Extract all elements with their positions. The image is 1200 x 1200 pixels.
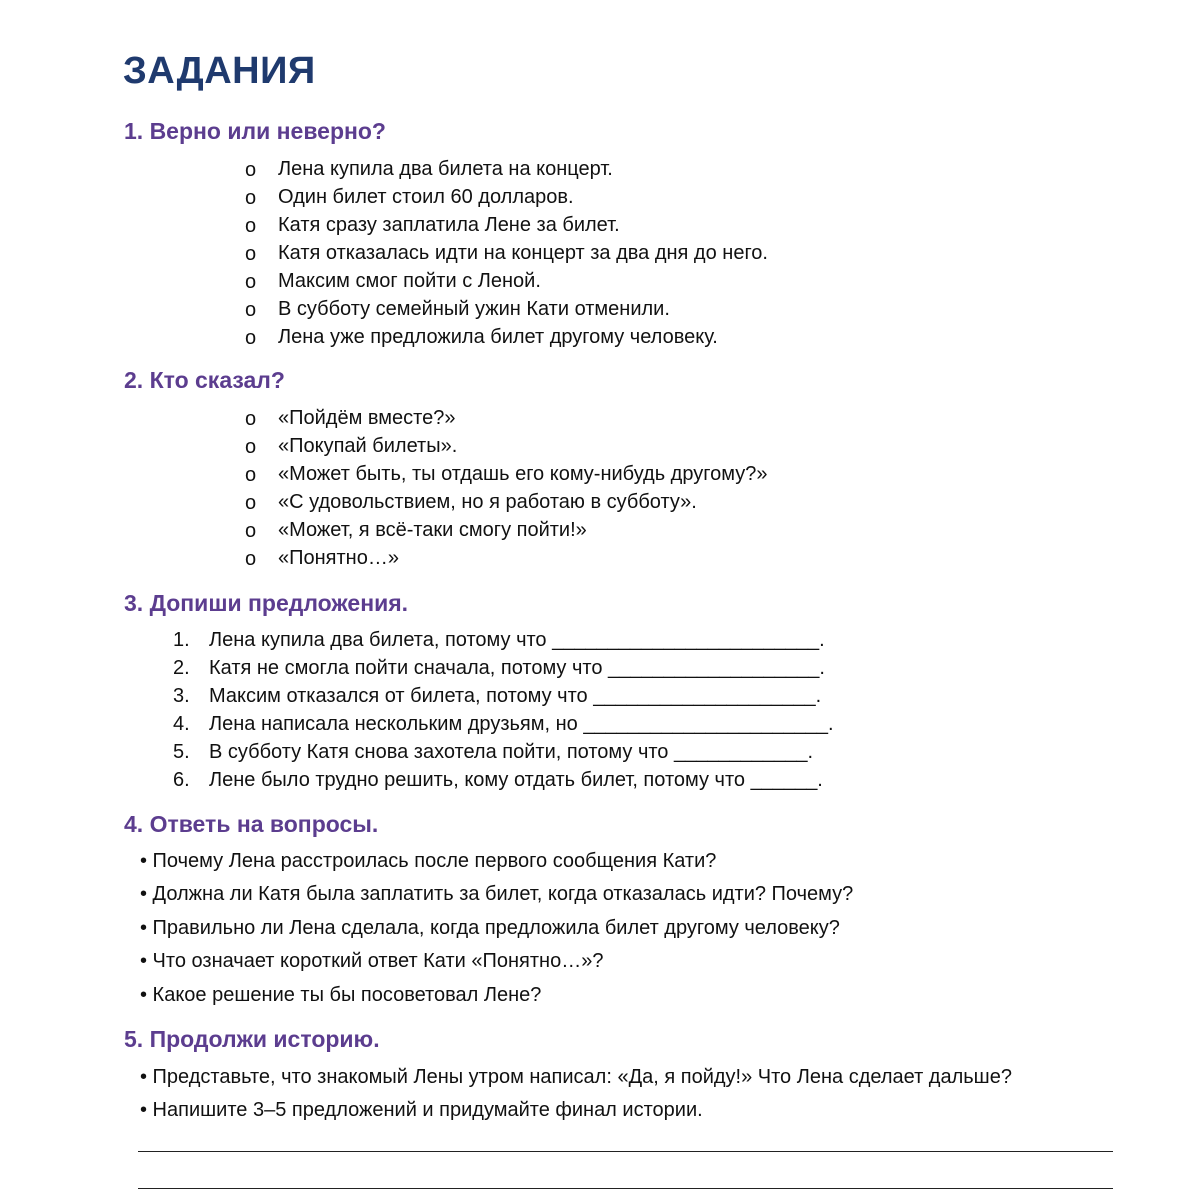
list-bullet: o: [245, 243, 257, 265]
question-item: • Какое решение ты бы посоветовал Лене?: [140, 984, 542, 1006]
list-bullet: o: [245, 436, 257, 458]
list-bullet: o: [245, 408, 257, 430]
list-bullet: o: [245, 271, 257, 293]
quote-item: «Может быть, ты отдашь его кому-нибудь другому?»: [278, 463, 768, 485]
true-false-item: Лена купила два билета на концерт.: [278, 158, 613, 180]
list-bullet: o: [245, 520, 257, 542]
item-number: 3.: [173, 685, 190, 707]
answer-write-line[interactable]: [138, 1151, 1113, 1152]
item-number: 2.: [173, 657, 190, 679]
item-number: 4.: [173, 713, 190, 735]
quote-item: «Покупай билеты».: [278, 435, 458, 457]
fill-in-sentence: Максим отказался от билета, потому что ____________________.: [209, 685, 822, 707]
section-4-heading: 4. Ответь на вопросы.: [124, 811, 379, 837]
fill-in-sentence: Катя не смогла пойти сначала, потому что ___________________.: [209, 657, 825, 679]
item-number: 1.: [173, 629, 190, 651]
quote-item: «С удовольствием, но я работаю в субботу».: [278, 491, 697, 513]
list-bullet: o: [245, 464, 257, 486]
item-number: 6.: [173, 769, 190, 791]
fill-in-sentence: В субботу Катя снова захотела пойти, потому что ____________.: [209, 741, 814, 763]
list-bullet: o: [245, 299, 257, 321]
list-bullet: o: [245, 327, 257, 349]
true-false-item: В субботу семейный ужин Кати отменили.: [278, 298, 670, 320]
section-3-heading: 3. Допиши предложения.: [124, 590, 409, 616]
list-bullet: o: [245, 548, 257, 570]
true-false-item: Лена уже предложила билет другому человеку.: [278, 326, 718, 348]
quote-item: «Может, я всё-таки смогу пойти!»: [278, 519, 587, 541]
list-bullet: o: [245, 187, 257, 209]
list-bullet: o: [245, 159, 257, 181]
question-item: • Почему Лена расстроилась после первого сообщения Кати?: [140, 850, 717, 872]
true-false-item: Максим смог пойти с Леной.: [278, 270, 541, 292]
answer-write-line[interactable]: [138, 1188, 1113, 1189]
item-number: 5.: [173, 741, 190, 763]
fill-in-sentence: Лена написала нескольким друзьям, но ______________________.: [209, 713, 834, 735]
fill-in-sentence: Лене было трудно решить, кому отдать билет, потому что ______.: [209, 769, 823, 791]
quote-item: «Понятно…»: [278, 547, 399, 569]
fill-in-sentence: Лена купила два билета, потому что ________________________.: [209, 629, 825, 651]
page-title: ЗАДАНИЯ: [123, 50, 316, 92]
question-item: • Должна ли Катя была заплатить за билет, когда отказалась идти? Почему?: [140, 883, 854, 905]
story-prompt-item: • Представьте, что знакомый Лены утром написал: «Да, я пойду!» Что Лена сделает дальше?: [140, 1066, 1012, 1088]
true-false-item: Катя сразу заплатила Лене за билет.: [278, 214, 620, 236]
section-5-heading: 5. Продолжи историю.: [124, 1026, 380, 1052]
quote-item: «Пойдём вместе?»: [278, 407, 456, 429]
list-bullet: o: [245, 215, 257, 237]
true-false-item: Катя отказалась идти на концерт за два дня до него.: [278, 242, 768, 264]
section-2-heading: 2. Кто сказал?: [124, 367, 285, 393]
story-prompt-item: • Напишите 3–5 предложений и придумайте финал истории.: [140, 1099, 703, 1121]
list-bullet: o: [245, 492, 257, 514]
question-item: • Что означает короткий ответ Кати «Понятно…»?: [140, 950, 604, 972]
section-1-heading: 1. Верно или неверно?: [124, 118, 386, 144]
question-item: • Правильно ли Лена сделала, когда предложила билет другому человеку?: [140, 917, 840, 939]
true-false-item: Один билет стоил 60 долларов.: [278, 186, 574, 208]
